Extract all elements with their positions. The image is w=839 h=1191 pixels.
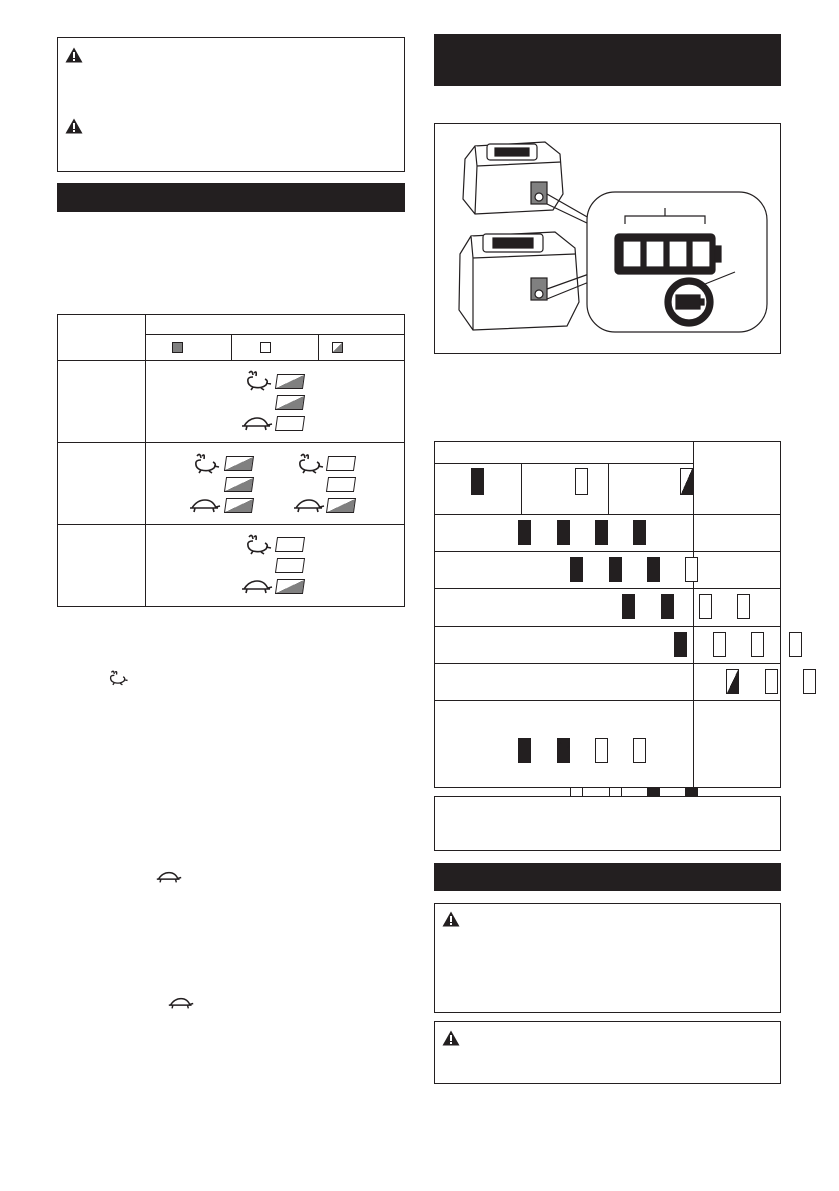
rabbit-icon bbox=[243, 533, 273, 555]
battery-indicator-segment-off bbox=[789, 632, 802, 657]
lamp-red-green bbox=[326, 498, 356, 513]
turtle-icon bbox=[168, 997, 194, 1010]
capacity-rows bbox=[434, 441, 694, 501]
battery-indicator-segment-full bbox=[609, 557, 622, 582]
rabbit-icon bbox=[191, 452, 221, 474]
battery-cartridge-illustration bbox=[435, 124, 780, 353]
lamp-green bbox=[275, 416, 305, 431]
rabbit-icon bbox=[243, 369, 273, 391]
battery-indicator-segment-off bbox=[713, 632, 726, 657]
warning-box-top bbox=[57, 37, 405, 172]
battery-indicator-segment-off bbox=[765, 669, 778, 694]
lamp-red-green bbox=[224, 477, 254, 492]
battery-indicator-segment-half bbox=[726, 669, 739, 694]
turtle-icon bbox=[156, 871, 182, 884]
warning-triangle-icon bbox=[65, 118, 83, 134]
turtle-icon bbox=[241, 416, 273, 432]
turtle-icon bbox=[293, 498, 325, 514]
battery-indicator-segment-full bbox=[518, 520, 531, 545]
legend-green-swatch bbox=[260, 342, 271, 353]
battery-indicator-segment-full bbox=[647, 557, 660, 582]
warning-box-bottom bbox=[434, 1021, 781, 1084]
battery-capacity-table bbox=[434, 441, 572, 751]
battery-indicator-segment-off bbox=[699, 594, 712, 619]
lamp-red-green bbox=[275, 374, 305, 389]
rabbit-icon bbox=[107, 669, 129, 686]
lamp-green bbox=[275, 537, 305, 552]
rabbit-icon bbox=[295, 452, 325, 474]
caution-box bbox=[434, 903, 781, 1013]
battery-indicator-segment-off bbox=[803, 669, 816, 694]
lamp-red-green bbox=[224, 498, 254, 513]
warning-triangle-icon bbox=[442, 911, 460, 927]
note-box bbox=[434, 796, 781, 851]
turtle-icon bbox=[241, 579, 273, 595]
section-heading-bar-large bbox=[434, 34, 781, 86]
lamp-green bbox=[326, 477, 356, 492]
section-heading-bar bbox=[57, 183, 405, 212]
legend-red-green-swatch bbox=[332, 342, 343, 353]
battery-indicator-segment-full bbox=[595, 520, 608, 545]
battery-indicator-segment-full bbox=[622, 594, 635, 619]
battery-indicator-segment-off bbox=[595, 738, 608, 763]
lamp-green bbox=[275, 558, 305, 573]
lamp-red-green bbox=[275, 395, 305, 410]
battery-indicator-segment-full bbox=[674, 632, 687, 657]
battery-indicator-segment-full bbox=[557, 520, 570, 545]
battery-indicator-segment-full bbox=[661, 594, 674, 619]
battery-indicator-segment-off bbox=[633, 738, 646, 763]
battery-indicator-segment-off bbox=[737, 594, 750, 619]
battery-indicator-segment-full bbox=[570, 557, 583, 582]
battery-indicator-segment-full bbox=[633, 520, 646, 545]
lamp-red-green bbox=[275, 579, 305, 594]
warning-triangle-icon bbox=[442, 1030, 460, 1046]
section-heading-bar bbox=[434, 863, 781, 891]
blink-arrows: ↑ ↓ bbox=[556, 739, 572, 751]
lamp-green bbox=[326, 456, 356, 471]
battery-indicator-segment-off bbox=[751, 632, 764, 657]
battery-indicator-segment-off bbox=[685, 557, 698, 582]
battery-indicator-segment-full bbox=[518, 738, 531, 763]
legend-red-swatch bbox=[172, 342, 183, 353]
turtle-icon bbox=[189, 498, 221, 514]
lamp-red-green bbox=[224, 456, 254, 471]
warning-triangle-icon bbox=[65, 47, 83, 63]
battery-illustration-box bbox=[434, 123, 781, 354]
